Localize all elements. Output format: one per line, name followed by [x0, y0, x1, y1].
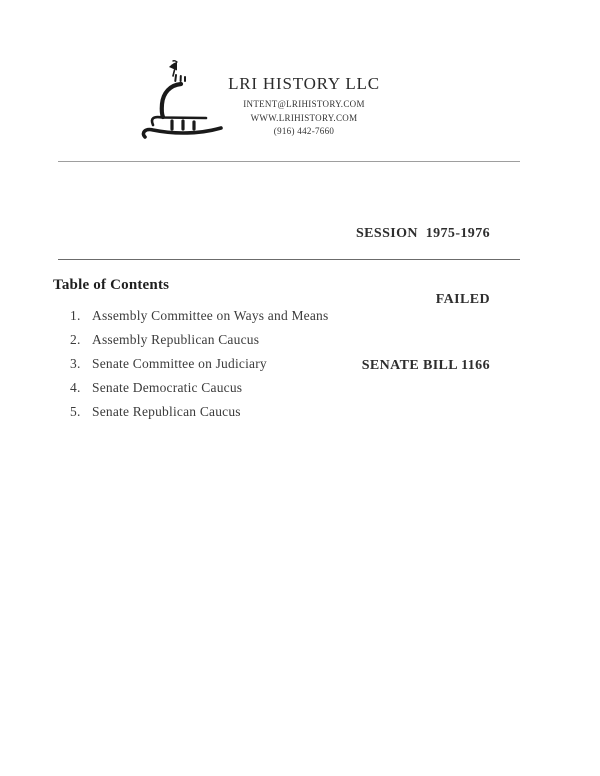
bill-status: FAILED [435, 292, 490, 307]
toc-item [53, 380, 328, 404]
toc-item-label: Senate Democratic Caucus [92, 380, 243, 395]
divider-bottom [58, 259, 520, 260]
contact-info [8, 98, 600, 139]
toc-item-label: Assembly Committee on Ways and Means [92, 308, 329, 323]
company-name: LRI HISTORY LLC [228, 74, 380, 93]
toc-item-label: Assembly Republican Caucus [92, 332, 260, 347]
toc-item-number: 2. [70, 332, 81, 347]
toc-item-label: Senate Republican Caucus [92, 404, 241, 419]
toc-title: Table of Contents [53, 277, 170, 293]
company-email: INTENT@LRIHISTORY.COM [243, 99, 365, 109]
divider-top [58, 161, 520, 162]
toc-item-number: 5. [70, 404, 81, 419]
toc-item [53, 404, 328, 428]
bill-number: SENATE BILL 1166 [361, 358, 490, 373]
session-years: SESSION 1975-1976 [355, 226, 490, 241]
company-website: WWW.LRIHISTORY.COM [250, 112, 358, 123]
toc-item [53, 356, 328, 380]
toc-item [53, 332, 328, 356]
letterhead [8, 73, 600, 139]
toc-item [53, 308, 328, 332]
company-phone: (916) 442-7660 [273, 126, 335, 136]
toc-item-label: Senate Committee on Judiciary [92, 356, 267, 371]
session-block [356, 179, 490, 421]
toc-item-number: 4. [70, 380, 81, 395]
table-of-contents [53, 276, 328, 428]
toc-item-number: 3. [70, 356, 81, 371]
toc-item-number: 1. [70, 308, 81, 323]
toc-list [53, 308, 328, 428]
